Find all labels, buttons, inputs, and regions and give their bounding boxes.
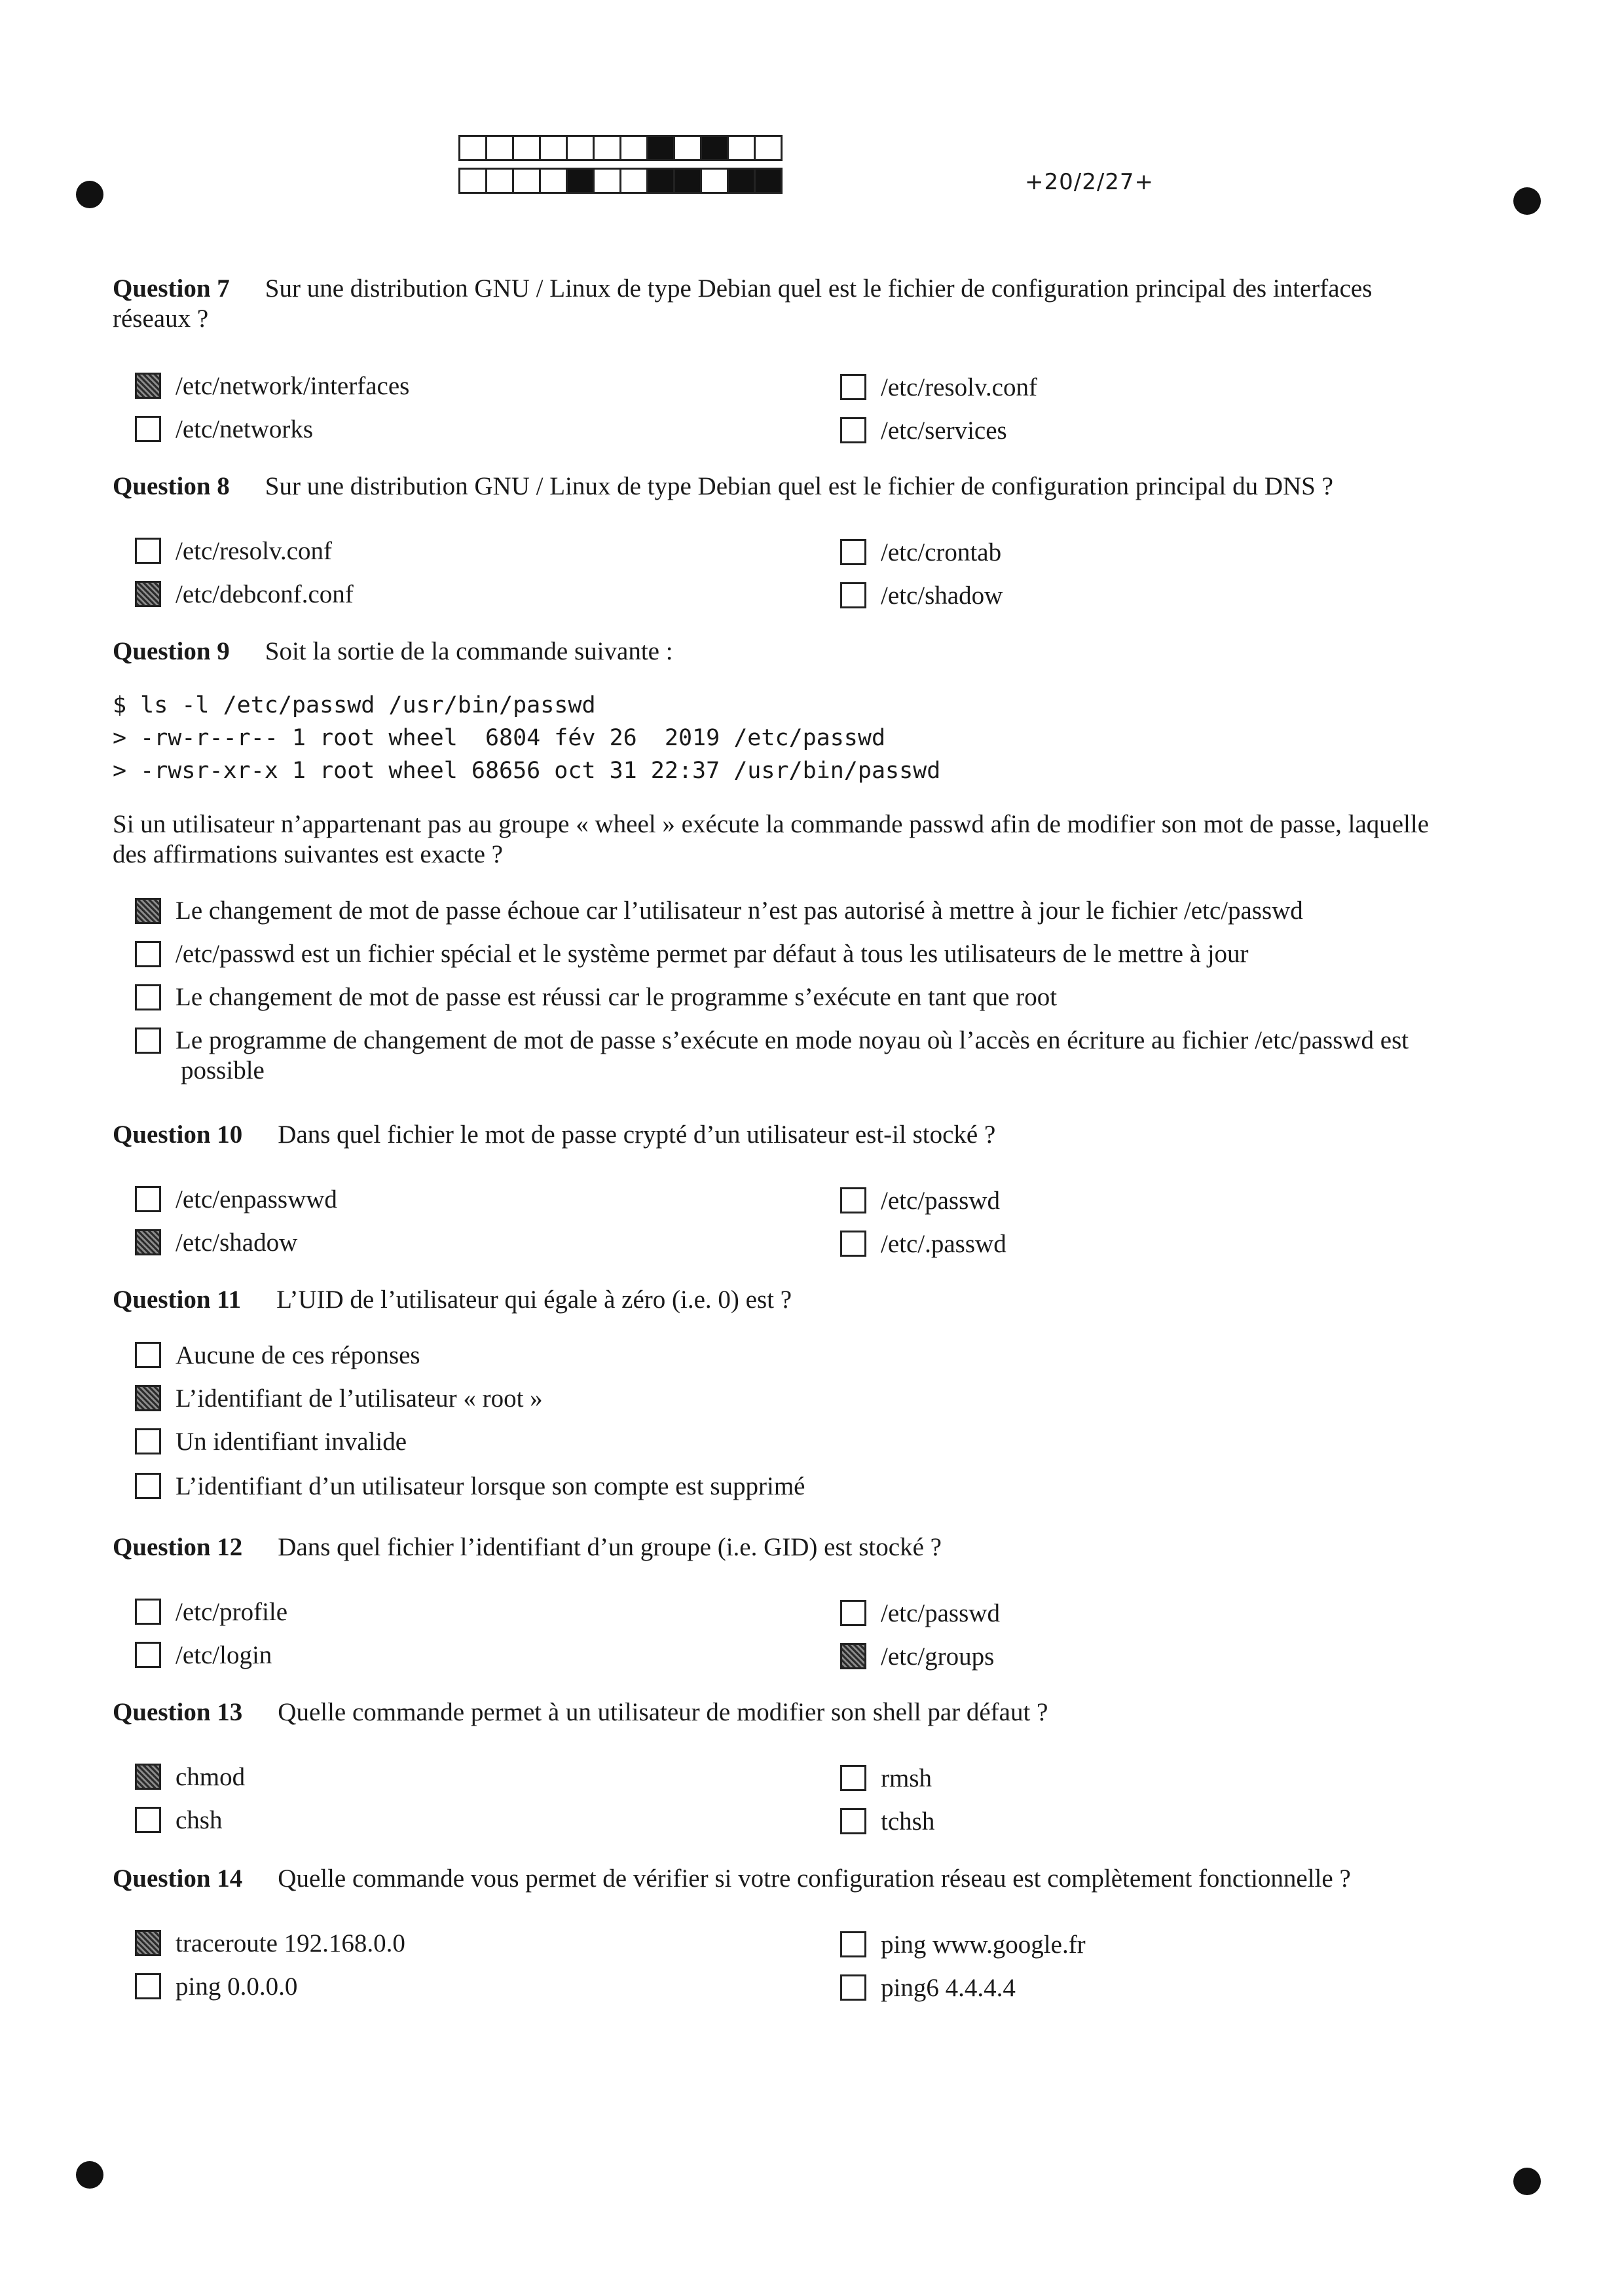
answer-option[interactable] — [135, 1471, 805, 1501]
checkbox[interactable] — [840, 1600, 866, 1626]
checkbox[interactable] — [840, 1974, 866, 2001]
question-number: Question 12 — [113, 1533, 243, 1561]
checkbox[interactable] — [135, 1764, 161, 1790]
question-10 — [113, 1120, 1507, 1150]
option-label: /etc/groups — [881, 1642, 995, 1671]
checkbox[interactable] — [135, 1028, 161, 1054]
checkbox[interactable] — [135, 1428, 161, 1454]
barcode-cell — [512, 168, 541, 194]
answer-option[interactable] — [840, 1229, 1006, 1259]
question-paragraph: des affirmations suivantes est exacte ? — [113, 840, 503, 868]
answer-option[interactable] — [135, 1805, 223, 1835]
question-text: Sur une distribution GNU / Linux de type Debian quel est le fichier de configuration principal des interfaces — [265, 274, 1373, 303]
option-label: /etc/resolv.conf — [175, 536, 332, 565]
barcode-cell — [619, 135, 648, 161]
answer-option[interactable] — [135, 1762, 245, 1792]
answer-option[interactable] — [135, 1227, 297, 1257]
question-text: L’UID de l’utilisateur qui égale à zéro (i.e. 0) est ? — [276, 1286, 792, 1314]
code-line: > -rw-r--r-- 1 root wheel 6804 fév 26 2019 /etc/passwd — [113, 725, 886, 751]
answer-option[interactable] — [135, 939, 1530, 969]
barcode-cell — [485, 135, 514, 161]
checkbox[interactable] — [135, 1229, 161, 1255]
answer-option[interactable] — [135, 414, 313, 444]
option-label: L’identifiant d’un utilisateur lorsque son compte est supprimé — [175, 1472, 805, 1500]
option-label: /etc/.passwd — [881, 1229, 1006, 1258]
checkbox[interactable] — [840, 1231, 866, 1257]
checkbox[interactable] — [135, 1642, 161, 1668]
option-label: Le changement de mot de passe échoue car l’utilisateur n’est pas autorisé à mettre à jour le fichier /etc/passwd — [175, 897, 1303, 925]
option-label: /etc/profile — [175, 1597, 288, 1626]
code-line: > -rwsr-xr-x 1 root wheel 68656 oct 31 22:37 /usr/bin/passwd — [113, 758, 941, 784]
checkbox[interactable] — [135, 1385, 161, 1411]
question-text: Dans quel fichier l’identifiant d’un groupe (i.e. GID) est stocké ? — [278, 1533, 942, 1561]
question-11 — [113, 1285, 1507, 1315]
barcode-top — [458, 135, 781, 161]
answer-option[interactable] — [135, 1184, 337, 1214]
registration-dot-top-right — [1513, 187, 1541, 215]
option-label: /etc/passwd est un fichier spécial et le système permet par défaut à tous les utilisateurs de le mettre à jour — [175, 940, 1249, 968]
question-text: Soit la sortie de la commande suivante : — [265, 637, 673, 665]
checkbox[interactable] — [840, 374, 866, 400]
question-text: Sur une distribution GNU / Linux de type Debian quel est le fichier de configuration principal du DNS ? — [265, 472, 1333, 500]
answer-option[interactable] — [840, 1763, 932, 1793]
option-label: ping www.google.fr — [881, 1930, 1086, 1959]
barcode-cell — [485, 168, 514, 194]
registration-dot-top-left — [76, 181, 103, 208]
option-label: /etc/resolv.conf — [881, 373, 1037, 401]
barcode-cell — [539, 135, 568, 161]
barcode-cell — [646, 135, 675, 161]
checkbox[interactable] — [840, 1808, 866, 1834]
page-id: +20/2/27+ — [1025, 169, 1154, 195]
question-text-continued: réseaux ? — [113, 305, 209, 333]
answer-option[interactable] — [135, 536, 332, 566]
checkbox[interactable] — [135, 1473, 161, 1499]
checkbox[interactable] — [840, 582, 866, 608]
checkbox[interactable] — [135, 1930, 161, 1956]
checkbox[interactable] — [135, 538, 161, 564]
question-8 — [113, 472, 1507, 502]
option-label: /etc/crontab — [881, 538, 1002, 566]
question-text: Quelle commande permet à un utilisateur de modifier son shell par défaut ? — [278, 1698, 1048, 1726]
checkbox[interactable] — [135, 416, 161, 442]
barcode-cell — [619, 168, 648, 194]
answer-option[interactable] — [135, 1340, 420, 1370]
checkbox[interactable] — [135, 581, 161, 607]
barcode-cell — [754, 168, 783, 194]
answer-option[interactable] — [135, 1971, 297, 2001]
question-number: Question 13 — [113, 1698, 243, 1726]
question-12 — [113, 1532, 1507, 1563]
barcode-bottom — [458, 168, 781, 194]
checkbox[interactable] — [840, 1643, 866, 1669]
question-number: Question 14 — [113, 1864, 243, 1893]
barcode-cell — [727, 135, 756, 161]
option-label: /etc/login — [175, 1640, 272, 1669]
answer-option[interactable] — [840, 1972, 1016, 2003]
answer-option[interactable] — [135, 579, 354, 609]
barcode-cell — [700, 168, 729, 194]
option-label: chsh — [175, 1805, 223, 1834]
option-label: /etc/shadow — [881, 581, 1003, 610]
barcode-cell — [539, 168, 568, 194]
option-label: Le programme de changement de mot de passe s’exécute en mode noyau où l’accès en écriture au fichier /etc/passwd est — [175, 1026, 1409, 1054]
checkbox[interactable] — [135, 941, 161, 967]
answer-option[interactable] — [840, 415, 1007, 445]
registration-dot-bottom-left — [76, 2161, 103, 2189]
answer-option[interactable] — [840, 1806, 934, 1836]
answer-option[interactable] — [135, 1597, 287, 1627]
option-label: ping 0.0.0.0 — [175, 1972, 298, 2001]
barcode-cell — [673, 135, 702, 161]
question-14 — [113, 1864, 1507, 1894]
option-label: chmod — [175, 1762, 246, 1791]
question-text: Dans quel fichier le mot de passe crypté d’un utilisateur est-il stocké ? — [278, 1120, 996, 1149]
checkbox[interactable] — [840, 1931, 866, 1957]
answer-option[interactable] — [840, 537, 1001, 567]
question-number: Question 7 — [113, 274, 230, 303]
option-label-continued: possible — [181, 1056, 265, 1084]
checkbox[interactable] — [840, 539, 866, 565]
barcode-cell — [673, 168, 702, 194]
barcode-cell — [566, 168, 595, 194]
option-label: /etc/services — [881, 416, 1007, 445]
checkbox[interactable] — [135, 1186, 161, 1212]
checkbox[interactable] — [135, 373, 161, 399]
option-label: Le changement de mot de passe est réussi car le programme s’exécute en tant que root — [175, 983, 1058, 1011]
answer-option[interactable] — [135, 1640, 272, 1670]
checkbox[interactable] — [840, 1187, 866, 1213]
option-label: traceroute 192.168.0.0 — [175, 1929, 405, 1957]
barcode-cell — [646, 168, 675, 194]
option-label: ping6 4.4.4.4 — [881, 1973, 1016, 2002]
option-label: Aucune de ces réponses — [175, 1341, 420, 1369]
answer-option[interactable] — [840, 372, 1037, 402]
checkbox[interactable] — [135, 1342, 161, 1368]
question-paragraph: Si un utilisateur n’appartenant pas au groupe « wheel » exécute la commande passwd afin de modifier son mot de passe, laquelle — [113, 810, 1430, 838]
checkbox[interactable] — [135, 1599, 161, 1625]
option-label: tchsh — [881, 1807, 935, 1836]
answer-option[interactable] — [135, 896, 1530, 926]
answer-option[interactable] — [840, 1185, 1000, 1215]
checkbox[interactable] — [135, 1807, 161, 1833]
barcode-cell — [700, 135, 729, 161]
option-label: Un identifiant invalide — [175, 1427, 407, 1456]
option-label: /etc/enpasswwd — [175, 1185, 337, 1213]
answer-option[interactable] — [135, 1928, 405, 1958]
barcode-cell — [727, 168, 756, 194]
question-9 — [113, 637, 1507, 667]
answer-option[interactable] — [135, 1426, 407, 1456]
barcode-cell — [593, 168, 621, 194]
option-label: L’identifiant de l’utilisateur « root » — [175, 1384, 543, 1413]
answer-option[interactable] — [840, 1641, 994, 1671]
checkbox[interactable] — [840, 417, 866, 443]
checkbox[interactable] — [135, 1973, 161, 1999]
checkbox[interactable] — [840, 1765, 866, 1791]
answer-option[interactable] — [135, 1026, 1530, 1056]
option-label: /etc/passwd — [881, 1186, 1000, 1215]
question-7 — [113, 274, 1507, 304]
registration-dot-bottom-right — [1513, 2168, 1541, 2195]
answer-option[interactable] — [135, 371, 409, 401]
barcode-cell — [593, 135, 621, 161]
barcode-cell — [458, 135, 487, 161]
answer-option[interactable] — [840, 1598, 1000, 1628]
barcode-cell — [566, 135, 595, 161]
question-number: Question 10 — [113, 1120, 243, 1149]
option-label: /etc/networks — [175, 415, 314, 443]
answer-option[interactable] — [135, 982, 1530, 1012]
question-number: Question 9 — [113, 637, 230, 665]
barcode-cell — [754, 135, 783, 161]
answer-option[interactable] — [135, 1383, 543, 1413]
option-label: /etc/passwd — [881, 1599, 1000, 1627]
option-label: /etc/shadow — [175, 1228, 298, 1257]
barcode-cell — [458, 168, 487, 194]
option-label: /etc/debconf.conf — [175, 580, 354, 608]
question-13 — [113, 1697, 1507, 1728]
checkbox[interactable] — [135, 898, 161, 924]
option-label: /etc/network/interfaces — [175, 371, 410, 400]
answer-option[interactable] — [840, 1929, 1086, 1959]
question-text: Quelle commande vous permet de vérifier si votre configuration réseau est complètement fonctionnelle ? — [278, 1864, 1351, 1893]
question-number: Question 11 — [113, 1286, 242, 1314]
code-line: $ ls -l /etc/passwd /usr/bin/passwd — [113, 692, 596, 718]
checkbox[interactable] — [135, 984, 161, 1010]
answer-option[interactable] — [840, 580, 1003, 610]
barcode-cell — [512, 135, 541, 161]
option-label: rmsh — [881, 1764, 932, 1792]
question-number: Question 8 — [113, 472, 230, 500]
